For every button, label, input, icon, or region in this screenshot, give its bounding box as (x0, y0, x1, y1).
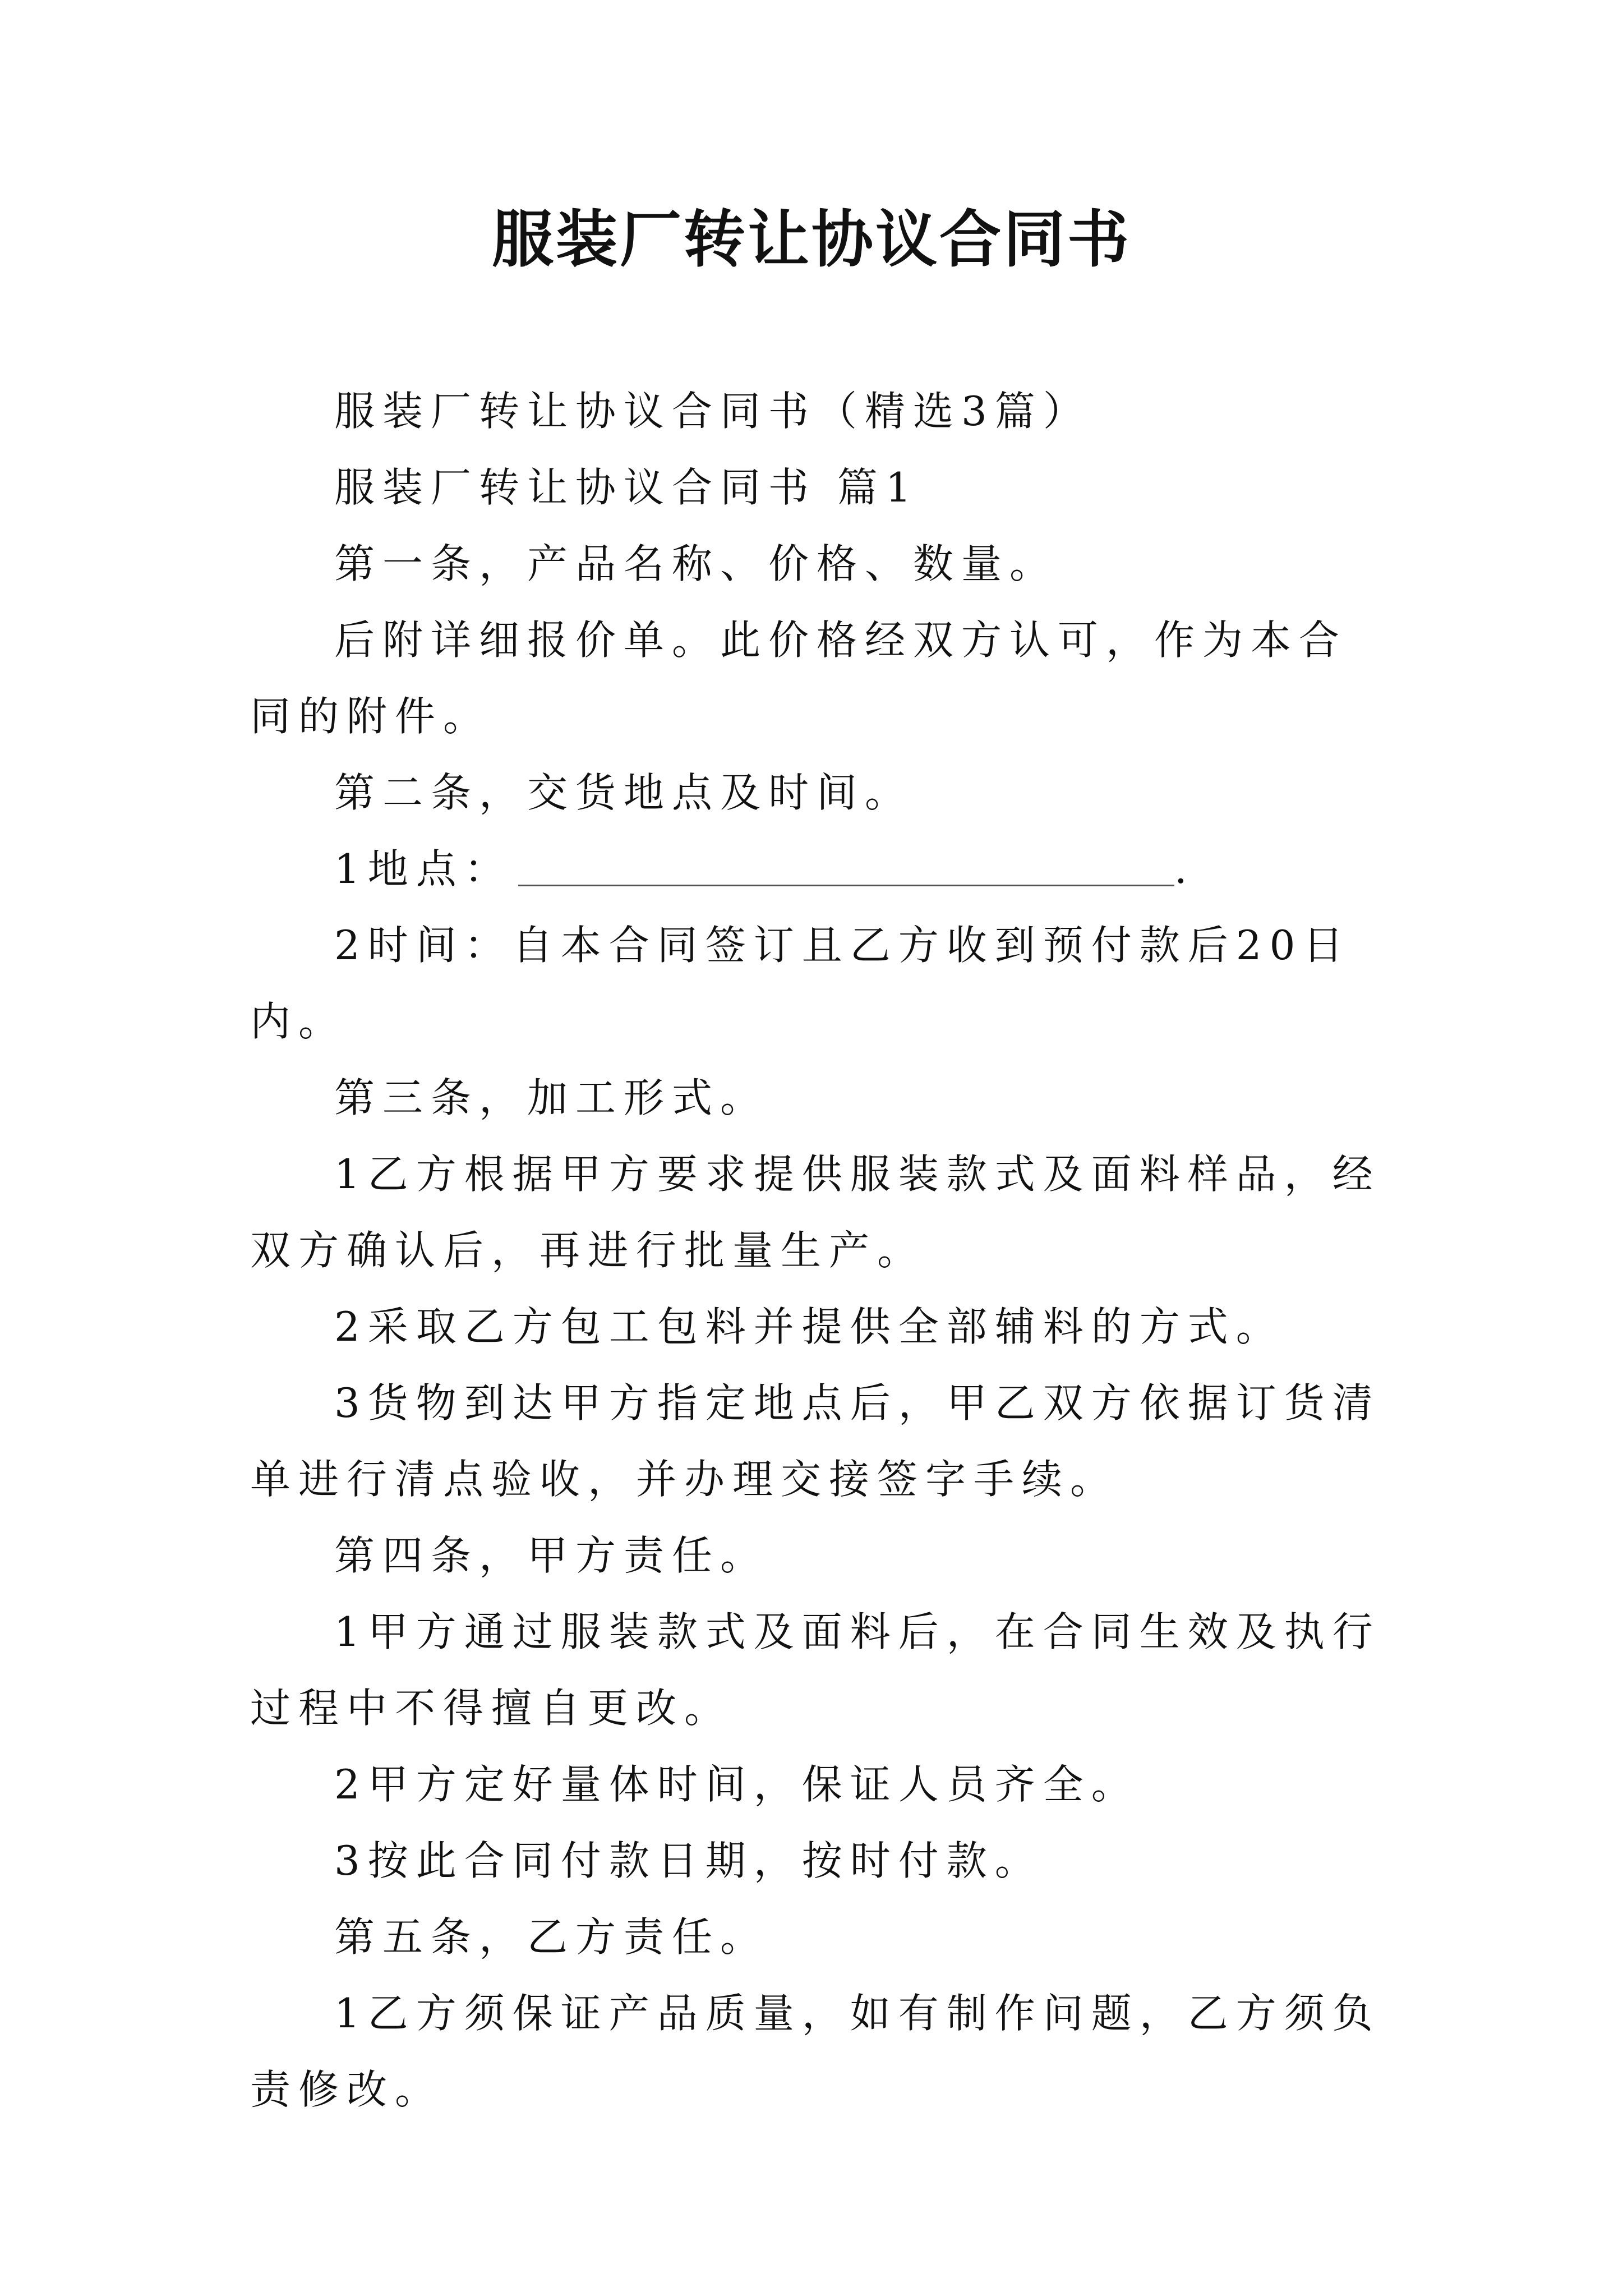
document-title: 服装厂转让协议合同书 (492, 204, 1131, 275)
paragraph: 后附详细报价单。此价格经双方认可，作为本合同的附件。 (250, 616, 1348, 740)
location-label: 1地点： (334, 845, 513, 892)
paragraph: 服装厂转让协议合同书（精选3篇） (334, 388, 1091, 435)
paragraph: 2采取乙方包工包料并提供全部辅料的方式。 (334, 1303, 1284, 1350)
paragraph: 1乙方须保证产品质量，如有制作问题，乙方须负责修改。 (250, 1990, 1381, 2113)
paragraph: 1乙方根据甲方要求提供服装款式及面料样品，经双方确认后，再进行批量生产。 (250, 1151, 1381, 1274)
paragraph: 服装厂转让协议合同书 篇1 (334, 464, 919, 511)
paragraph: 第五条，乙方责任。 (334, 1913, 769, 1961)
document-body (250, 373, 1389, 2128)
location-line (250, 831, 1389, 907)
paragraph: 第四条，甲方责任。 (334, 1532, 769, 1579)
paragraph: 第一条，产品名称、价格、数量。 (334, 540, 1058, 587)
paragraph: 1甲方通过服装款式及面料后，在合同生效及执行过程中不得擅自更改。 (250, 1608, 1381, 1732)
paragraph: 第二条，交货地点及时间。 (334, 769, 914, 816)
paragraph: 第三条，加工形式。 (334, 1074, 769, 1121)
location-suffix: . (1174, 845, 1195, 892)
paragraph: 2甲方定好量体时间，保证人员齐全。 (334, 1761, 1140, 1808)
location-blank (518, 845, 1174, 886)
paragraph: 2时间：自本合同签订且乙方收到预付款后20日内。 (250, 922, 1352, 1045)
paragraph: 3货物到达甲方指定地点后，甲乙双方依据订货清单进行清点验收，并办理交接签字手续。 (250, 1379, 1381, 1503)
paragraph: 3按此合同付款日期，按时付款。 (334, 1837, 1043, 1884)
